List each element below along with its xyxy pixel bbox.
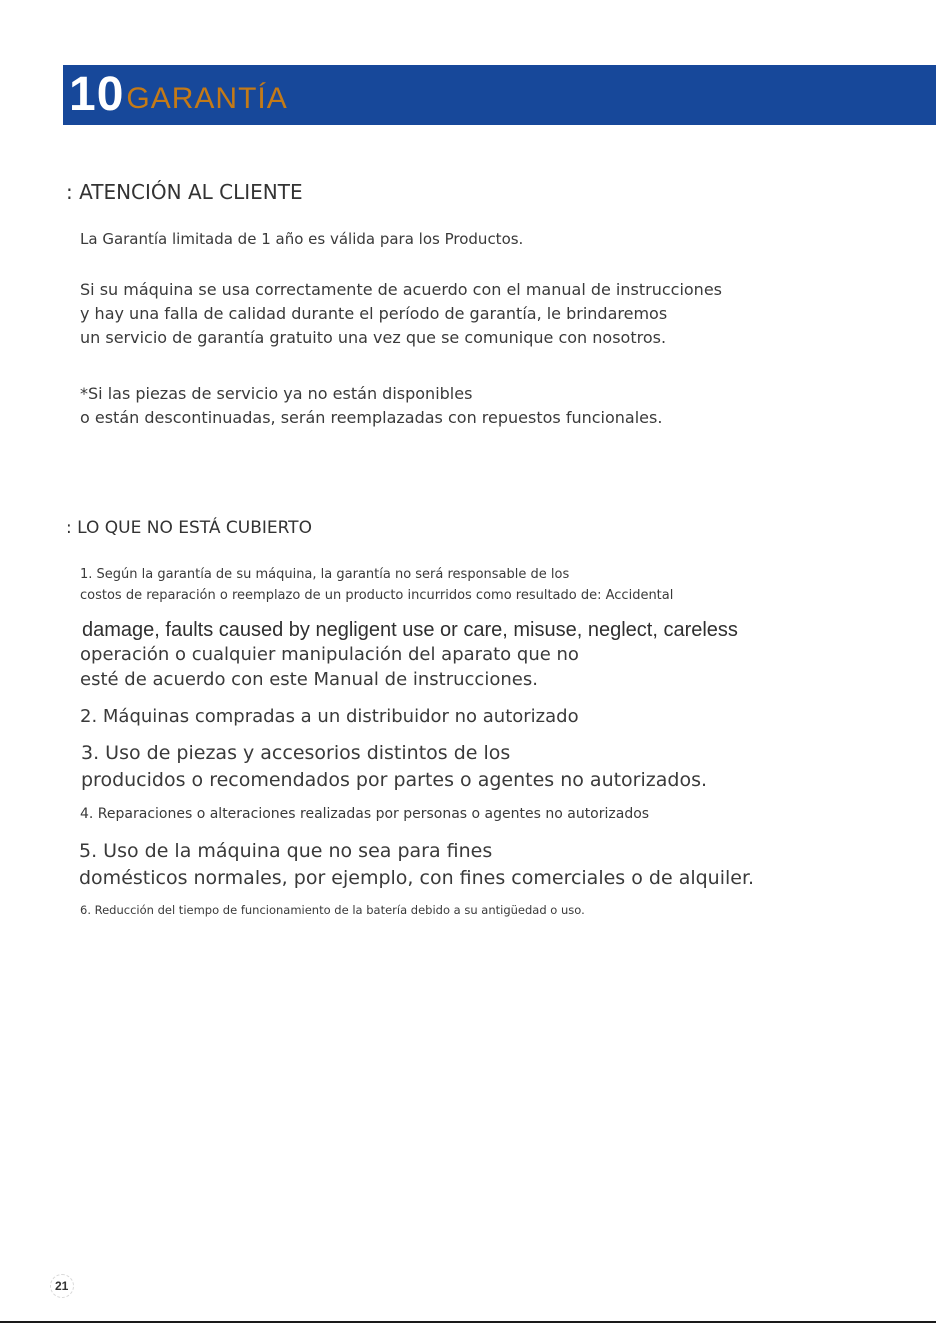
- item-3-line-1: 3. Uso de piezas y accesorios distintos de los: [81, 742, 511, 764]
- warranty-service-line-3: un servicio de garantía gratuito una vez que se comunique con nosotros.: [80, 328, 667, 347]
- item-2: 2. Máquinas compradas a un distribuidor no autorizado: [80, 706, 579, 727]
- bottom-rule: [0, 1321, 936, 1323]
- section-heading-customer: : ATENCIÓN AL CLIENTE: [66, 180, 303, 204]
- item-1-line-2: costos de reparación o reemplazo de un producto incurridos como resultado de: Accidental: [80, 588, 674, 603]
- item-1-line-5: esté de acuerdo con este Manual de instrucciones.: [80, 669, 538, 690]
- warranty-service-line-1: Si su máquina se usa correctamente de acuerdo con el manual de instrucciones: [80, 280, 722, 299]
- section-heading-not-covered: : LO QUE NO ESTÁ CUBIERTO: [66, 518, 312, 538]
- item-1-line-4: operación o cualquier manipulación del aparato que no: [80, 644, 579, 665]
- parts-note-line-1: *Si las piezas de servicio ya no están disponibles: [80, 384, 473, 403]
- warranty-validity-text: La Garantía limitada de 1 año es válida para los Productos.: [80, 230, 524, 248]
- page-number: 21: [55, 1279, 69, 1293]
- item-5-line-2: domésticos normales, por ejemplo, con fines comerciales o de alquiler.: [79, 867, 755, 889]
- warranty-service-line-2: y hay una falla de calidad durante el período de garantía, le brindaremos: [80, 304, 668, 323]
- chapter-title: GARANTÍA: [126, 82, 288, 115]
- item-5-line-1: 5. Uso de la máquina que no sea para fines: [79, 840, 493, 862]
- chapter-banner: [63, 65, 936, 125]
- item-3-line-2: producidos o recomendados por partes o agentes no autorizados.: [81, 769, 708, 791]
- item-1-line-3: damage, faults caused by negligent use or care, misuse, neglect, careless: [82, 619, 738, 641]
- chapter-number: 10: [69, 68, 125, 121]
- item-6: 6. Reducción del tiempo de funcionamiento de la batería debido a su antigüedad o uso.: [80, 903, 585, 917]
- parts-note-line-2: o están descontinuadas, serán reemplazadas con repuestos funcionales.: [80, 408, 663, 427]
- item-1-line-1: 1. Según la garantía de su máquina, la garantía no será responsable de los: [80, 567, 570, 582]
- item-4: 4. Reparaciones o alteraciones realizadas por personas o agentes no autorizados: [80, 806, 650, 822]
